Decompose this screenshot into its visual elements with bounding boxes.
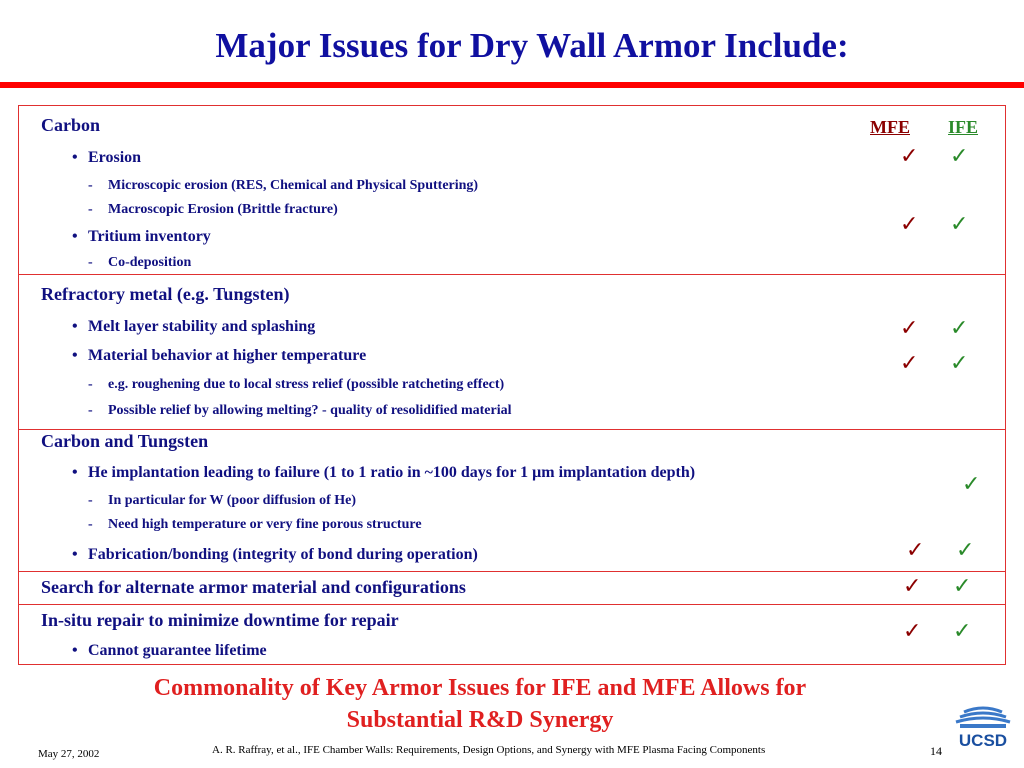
w-diffusion-item: - In particular for W (poor diffusion of He) <box>108 493 356 509</box>
page-number: 14 <box>930 744 942 758</box>
conclusion <box>0 672 960 736</box>
mfe-column-header: MFE <box>870 117 910 137</box>
relief-item: - Possible relief by allowing melting? - quality of resolidified material <box>108 403 512 419</box>
codeposition-item: - Co-deposition <box>108 255 191 271</box>
check-icon: ✓ <box>900 212 919 237</box>
check-icon: ✓ <box>953 574 972 599</box>
page-title: Major Issues for Dry Wall Armor Include: <box>215 26 849 65</box>
check-icon: ✓ <box>950 351 969 376</box>
insitu-heading: In-situ repair to minimize downtime for repair <box>41 610 399 630</box>
check-icon: ✓ <box>903 574 922 599</box>
conclusion-line-1: Commonality of Key Armor Issues for IFE and MFE Allows for <box>153 675 807 701</box>
check-icon: ✓ <box>900 144 919 169</box>
check-icon: ✓ <box>962 472 981 497</box>
macro-erosion-item: - Macroscopic Erosion (Brittle fracture) <box>108 202 338 218</box>
check-icon: ✓ <box>950 212 969 237</box>
check-icon: ✓ <box>903 619 922 644</box>
micro-erosion-item: - Microscopic erosion (RES, Chemical and Physical Sputtering) <box>108 178 478 194</box>
carbon-heading: Carbon <box>41 115 101 135</box>
ucsd-logo <box>950 702 1016 752</box>
tritium-item: • Tritium inventory <box>88 228 211 246</box>
ife-column-header: IFE <box>948 117 979 137</box>
material-behavior-item: • Material behavior at higher temperature <box>88 347 366 365</box>
footer-citation: A. R. Raffray, et al., IFE Chamber Walls: Requirements, Design Options, and Synergy with MFE Plasma Facing Components <box>212 744 766 756</box>
lifetime-item: • Cannot guarantee lifetime <box>88 642 267 660</box>
fabrication-item: • Fabrication/bonding (integrity of bond during operation) <box>88 546 478 564</box>
refractory-heading: Refractory metal (e.g. Tungsten) <box>41 284 290 304</box>
check-icon: ✓ <box>950 144 969 169</box>
erosion-item: • Erosion <box>88 149 141 167</box>
he-implantation-item: • He implantation leading to failure (1 to 1 ratio in ~100 days for 1 μm implantation depth) <box>88 464 695 482</box>
check-icon: ✓ <box>900 351 919 376</box>
high-temperature-item: - Need high temperature or very fine porous structure <box>108 517 422 533</box>
title-rule <box>0 82 1024 88</box>
check-icon: ✓ <box>956 538 975 563</box>
footer-date: May 27, 2002 <box>38 748 100 760</box>
conclusion-line-2: Substantial R&D Synergy <box>346 707 614 733</box>
check-icon: ✓ <box>950 316 969 341</box>
melt-layer-item: • Melt layer stability and splashing <box>88 318 315 336</box>
check-icon: ✓ <box>900 316 919 341</box>
carbon-tungsten-heading: Carbon and Tungsten <box>41 431 209 451</box>
check-icon: ✓ <box>953 619 972 644</box>
search-heading: Search for alternate armor material and configurations <box>41 577 466 597</box>
logo-text: UCSD <box>958 731 1008 750</box>
roughening-item: - e.g. roughening due to local stress relief (possible ratcheting effect) <box>108 377 504 393</box>
check-icon: ✓ <box>906 538 925 563</box>
